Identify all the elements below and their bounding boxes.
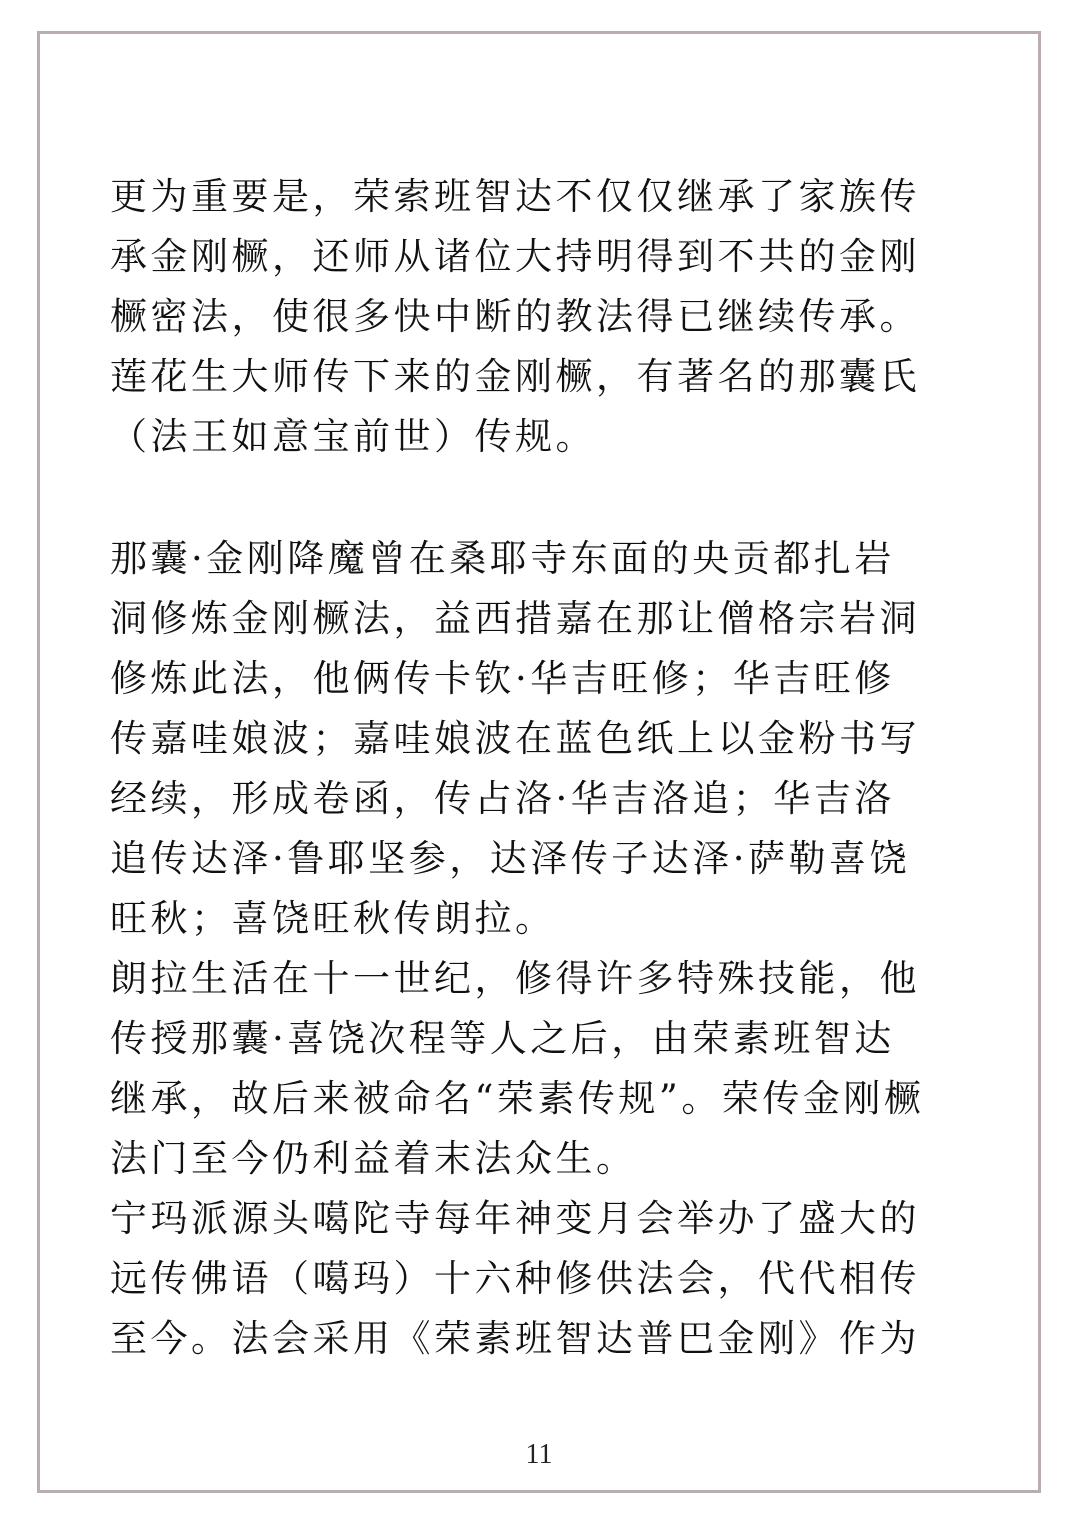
text-line: 朗拉生活在十一世纪，修得许多特殊技能，他 bbox=[110, 957, 920, 1000]
page-number: 11 bbox=[525, 1439, 553, 1470]
text-line: 经续，形成卷函，传占洛·华吉洛追；华吉洛 bbox=[110, 777, 895, 820]
text-line: 至今。法会采用《荣素班智达普巴金刚》作为 bbox=[110, 1317, 920, 1360]
paragraph-2 bbox=[110, 529, 990, 1369]
text-line: 传授那囊·喜饶次程等人之后，由荣素班智达 bbox=[110, 1017, 895, 1060]
paragraph-1 bbox=[110, 167, 990, 467]
page-frame bbox=[37, 31, 1041, 1493]
text-line: 承金刚橛，还师从诸位大持明得到不共的金刚 bbox=[110, 235, 920, 278]
text-line: 宁玛派源头噶陀寺每年神变月会举办了盛大的 bbox=[110, 1197, 920, 1240]
text-line: 传嘉哇娘波；嘉哇娘波在蓝色纸上以金粉书写 bbox=[110, 717, 920, 760]
text-line: 橛密法，使很多快中断的教法得已继续传承。 bbox=[110, 295, 920, 338]
text-line: 那囊·金刚降魔曾在桑耶寺东面的央贡都扎岩 bbox=[110, 537, 895, 580]
text-line: 追传达泽·鲁耶坚参，达泽传子达泽·萨勒喜饶 bbox=[110, 837, 911, 880]
text-line: 修炼此法，他俩传卡钦·华吉旺修；华吉旺修 bbox=[110, 657, 895, 700]
text-line: （法王如意宝前世）传规。 bbox=[110, 415, 596, 458]
text-line: 旺秋；喜饶旺秋传朗拉。 bbox=[110, 897, 556, 940]
text-line: 莲花生大师传下来的金刚橛，有著名的那囊氏 bbox=[110, 355, 920, 398]
text-line: 洞修炼金刚橛法，益西措嘉在那让僧格宗岩洞 bbox=[110, 597, 920, 640]
text-line: 继承，故后来被命名“荣素传规”。荣传金刚橛 bbox=[110, 1077, 925, 1120]
text-line: 更为重要是，荣索班智达不仅仅继承了家族传 bbox=[110, 175, 920, 218]
text-line: 远传佛语（噶玛）十六种修供法会，代代相传 bbox=[110, 1257, 920, 1300]
text-line: 法门至今仍利益着末法众生。 bbox=[110, 1137, 637, 1180]
